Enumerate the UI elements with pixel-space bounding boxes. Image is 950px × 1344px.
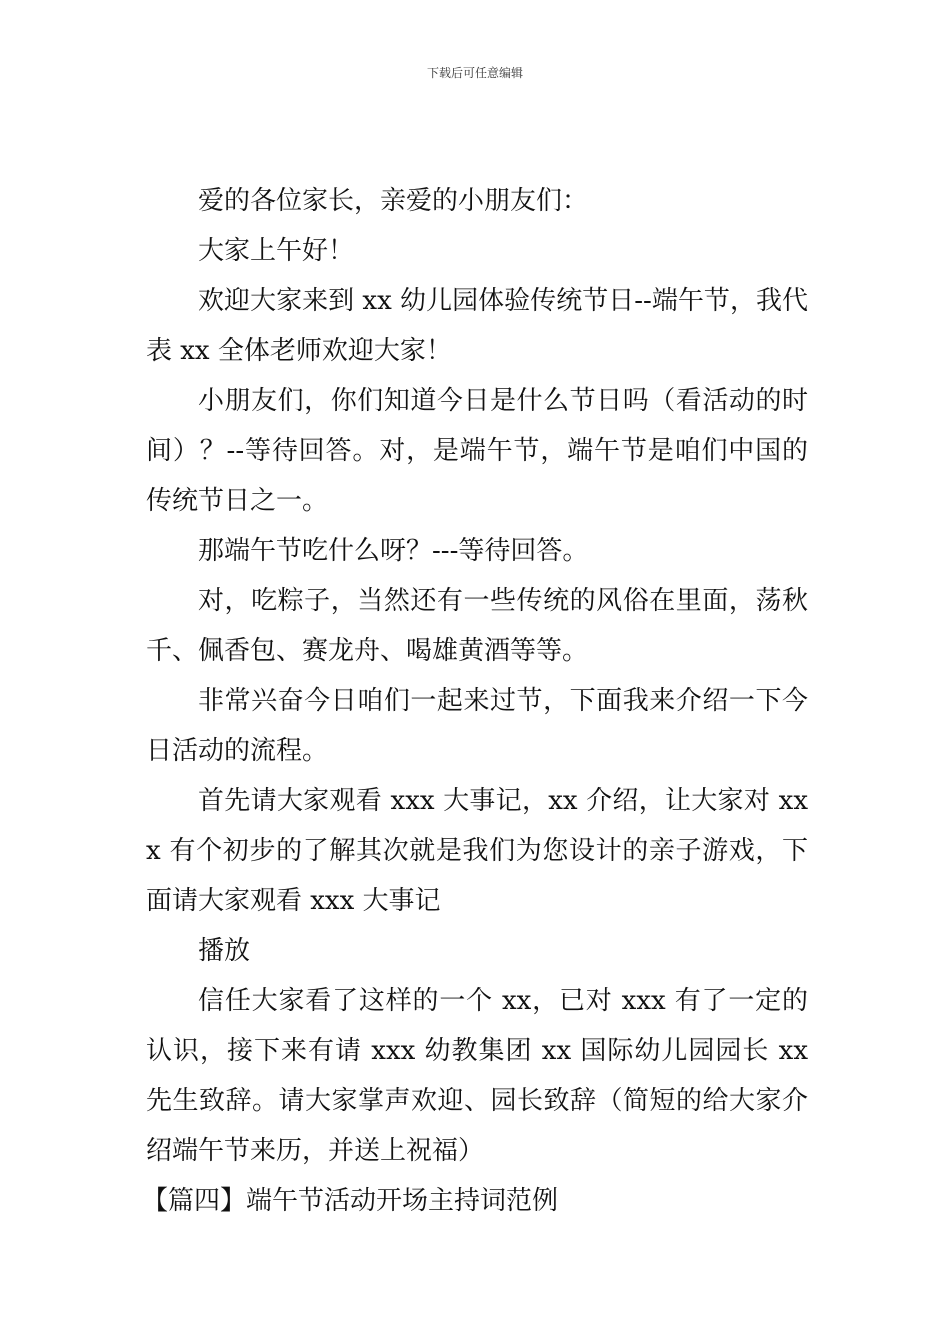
greeting-paragraph: 爱的各位家长，亲爱的小朋友们： <box>198 186 589 216</box>
customs-paragraph: 对，吃粽子，当然还有一些传统的风俗在里面，荡秋千、佩香包、赛龙舟、喝雄黄酒等等。 <box>146 586 808 666</box>
welcome-paragraph: 欢迎大家来到 xx 幼儿园体验传统节日--端午节，我代表 xx 全体老师欢迎大家！ <box>146 286 808 366</box>
food-question-paragraph: 那端午节吃什么呀？---等待回答。 <box>198 536 589 566</box>
page-header-note: 下载后可任意编辑 <box>426 66 523 80</box>
document-body <box>142 176 808 1226</box>
agenda-intro-paragraph: 非常兴奋今日咱们一起来过节，下面我来介绍一下今日活动的流程。 <box>146 686 808 766</box>
section-title: 【篇四】端午节活动开场主持词范例 <box>142 1186 559 1216</box>
principal-speech-paragraph: 信任大家看了这样的一个 xx，已对 xxx 有了一定的认识，接下来有请 xxx 幼教集团 xx 国际幼儿园园长 xx 先生致辞。请大家掌声欢迎、园长致辞（简短的给大家介绍端午节来历，并送上祝福） <box>146 986 808 1166</box>
agenda-paragraph: 首先请大家观看 xxx 大事记，xx 介绍，让大家对 xxx 有个初步的了解其次就是我们为您设计的亲子游戏，下面请大家观看 xxx 大事记 <box>146 786 808 916</box>
festival-question-paragraph: 小朋友们，你们知道今日是什么节日吗（看活动的时间）？--等待回答。对，是端午节，端午节是咱们中国的传统节日之一。 <box>146 386 808 516</box>
play-paragraph: 播放 <box>198 936 251 966</box>
good-morning-paragraph: 大家上午好！ <box>198 236 355 266</box>
